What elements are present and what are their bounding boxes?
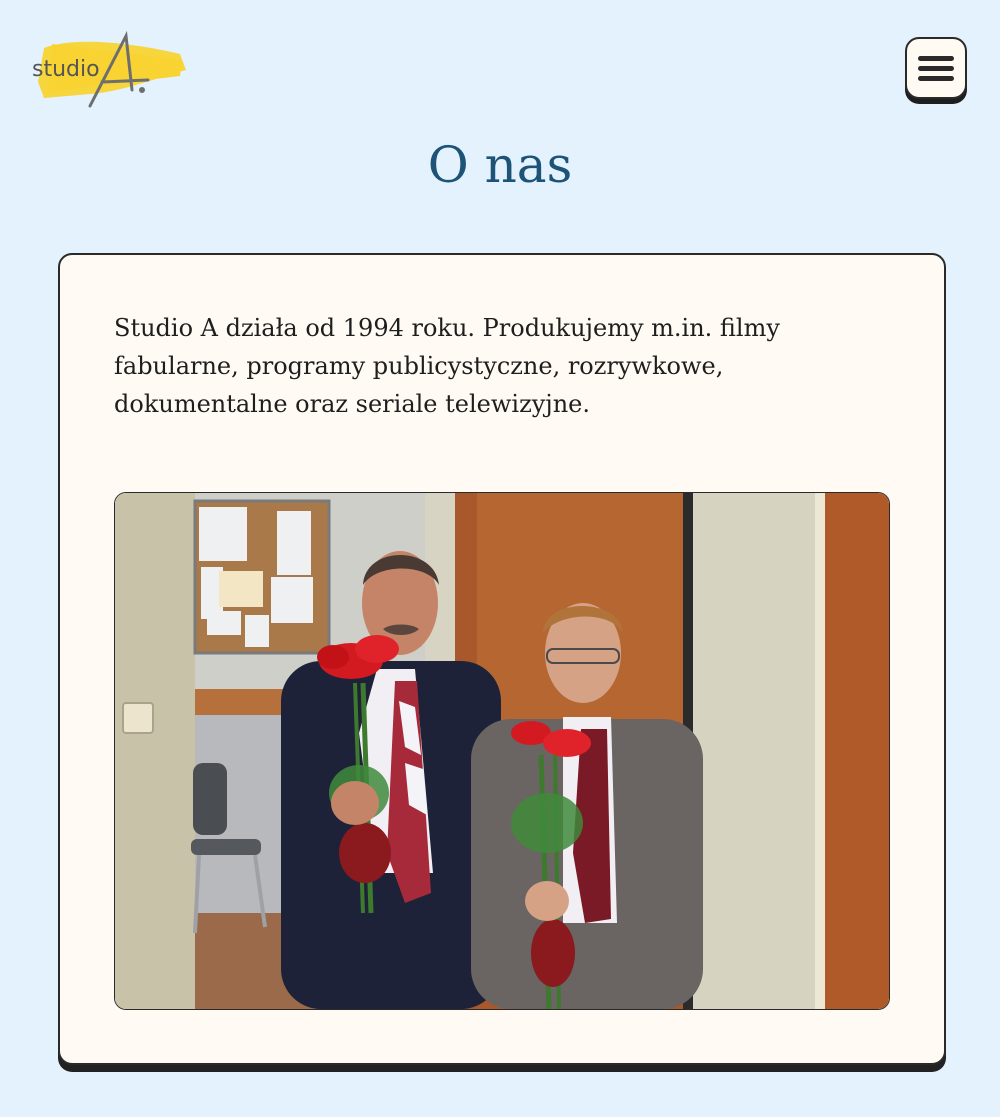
about-card — [58, 253, 946, 1065]
logo-text: studio — [32, 57, 100, 82]
intro-text: Studio A działa od 1994 roku. Produkujemy m.in. filmy fabularne, programy publicystyczne, rozrywkowe, dokumentalne oraz seriale telewizyjne. — [114, 314, 780, 418]
studio-a-logo[interactable] — [30, 30, 190, 112]
hamburger-menu-icon — [918, 56, 954, 81]
menu-button[interactable] — [905, 37, 967, 99]
team-photo — [114, 492, 890, 1010]
page-title: O nas — [427, 136, 573, 194]
